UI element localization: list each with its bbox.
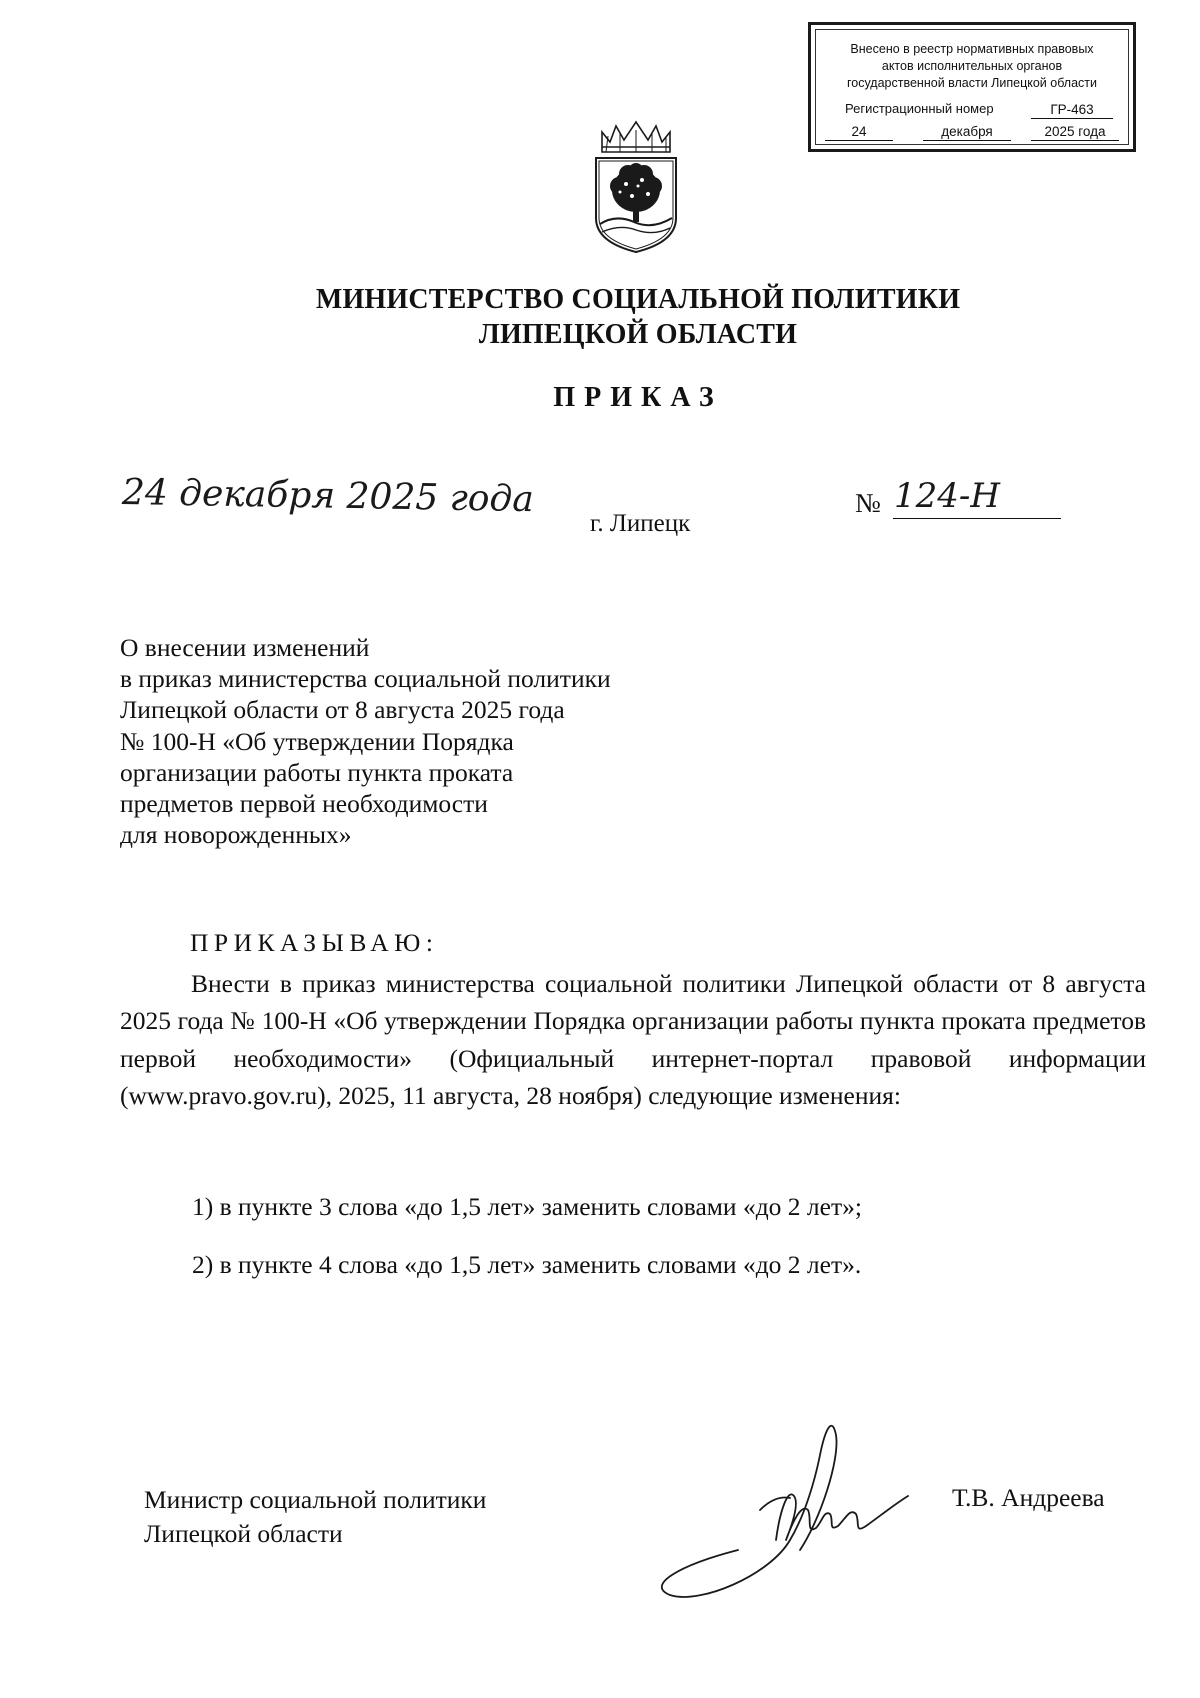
registry-stamp [808,22,1136,152]
city: г. Липецк [590,510,691,537]
number-underline [893,518,1061,519]
document-type: ПРИКАЗ [553,382,723,413]
list-item: 1) в пункте 3 слова «до 1,5 лет» заменить словами «до 2 лет»; [192,1192,862,1221]
stamp-reg-number: ГР-463 [1031,101,1113,119]
handwritten-number: 124-Н [894,476,1001,516]
order-word: ПРИКАЗЫВАЮ: [190,928,439,957]
subject-line: О внесении изменений [120,633,370,662]
stamp-reg-label: Регистрационный номер [845,101,994,116]
stamp-day: 24 [825,123,893,141]
stamp-line-3: государственной власти Липецкой области [846,76,1098,90]
subject-line: № 100-Н «Об утверждении Порядка [120,726,514,756]
handwritten-date: 24 декабря 2025 года [121,472,535,521]
stamp-month: декабря [923,123,1011,141]
subject-line: для новорожденных» [120,820,352,850]
signatory-title-line-2: Липецкой области [144,1519,343,1548]
coat-of-arms-icon [586,120,686,254]
list-item: 2) в пункте 4 слова «до 1,5 лет» заменить словами «до 2 лет». [192,1250,862,1279]
signatory-name: Т.В. Андреева [952,1483,1105,1512]
subject-line: предметов первой необходимости [120,789,488,819]
subject-line: организации работы пункта проката [120,757,514,787]
subject-line: в приказ министерства социальной политики [120,664,611,694]
signatory-title-line-1: Министр социальной политики [144,1485,487,1514]
stamp-line-1: Внесено в реестр нормативных правовых [850,42,1094,56]
org-name-line-2: ЛИПЕЦКОЙ ОБЛАСТИ [478,319,798,350]
stamp-year: 2025 года [1031,123,1119,141]
signatory-title [144,1483,486,1551]
handwritten-signature [640,1400,920,1600]
subject-line: Липецкой области от 8 августа 2025 года [120,695,565,725]
stamp-line-2: актов исполнительных органов [881,59,1063,73]
body-paragraph: Внести в приказ министерства социальной политики Липецкой области от 8 августа 2025 года № 100-Н «Об утверждении Порядка организации работы пункта проката предметов первой необходимости» (Официальный интернет-портал правовой информации (www.pravo.gov.ru), 2025, 11 августа, 28 ноября) следующие изменения: [120,969,1146,1110]
number-sign: № [855,488,881,518]
subject-block [120,632,760,850]
org-name-line-1: МИНИСТЕРСТВО СОЦИАЛЬНОЙ ПОЛИТИКИ [315,284,961,315]
